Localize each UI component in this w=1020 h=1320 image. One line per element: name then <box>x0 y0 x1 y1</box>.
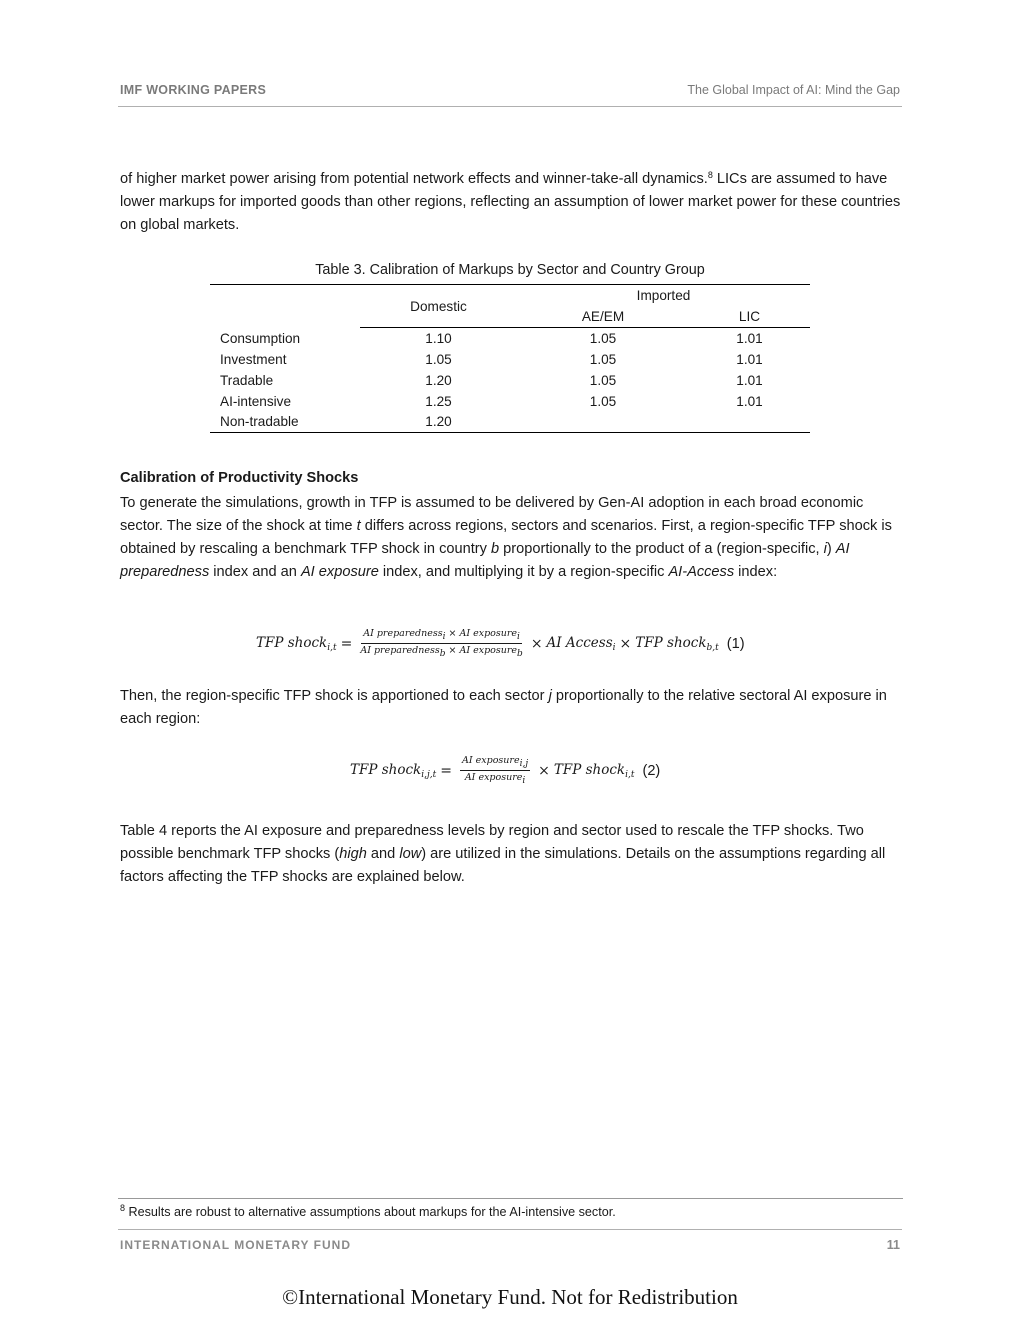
times-sign: × <box>530 635 543 652</box>
text-run: AI Access <box>546 634 613 651</box>
row-aeem: 1.05 <box>589 372 617 388</box>
text-run: i <box>517 632 520 642</box>
row-sector: Non-tradable <box>210 412 360 433</box>
footnote-divider <box>118 1198 903 1199</box>
row-domestic: 1.10 <box>425 330 452 346</box>
text-run: high <box>339 846 367 862</box>
eq1-rhs <box>635 635 719 653</box>
text-run: index and an <box>209 564 301 580</box>
method-paragraph <box>120 492 902 584</box>
markup-table <box>210 284 810 433</box>
text-run: index, and multiplying it by a region-specific <box>378 564 669 580</box>
equation-2 <box>350 755 660 786</box>
eq2-denominator <box>465 771 525 786</box>
eq1-fraction <box>360 628 522 659</box>
text-run: TFP shock <box>256 634 328 651</box>
eq2-fraction <box>460 755 530 786</box>
text-run: TFP shock <box>635 634 707 651</box>
eq2-numerator <box>460 755 530 771</box>
column-header-domestic: Domestic <box>360 285 517 328</box>
text-run: i <box>612 642 616 653</box>
text-run: i <box>823 541 827 557</box>
row-lic: 1.01 <box>736 330 763 346</box>
text-run: TFP shock <box>350 761 422 778</box>
row-aeem: 1.05 <box>589 393 617 409</box>
row-domestic: 1.20 <box>425 372 452 388</box>
section-heading: Calibration of Productivity Shocks <box>120 470 359 486</box>
row-lic: 1.01 <box>736 351 763 367</box>
running-header <box>118 83 902 107</box>
text-run: AI exposure <box>464 772 523 783</box>
header-paper-title: The Global Impact of AI: Mind the Gap <box>687 83 900 97</box>
row-lic <box>689 412 810 433</box>
text-run: b,t <box>706 642 719 653</box>
row-sector: Tradable <box>220 372 274 388</box>
footnote-text: Results are robust to alternative assumptions about markups for the AI-intensive sector. <box>125 1205 616 1219</box>
times-sign: × <box>538 762 550 779</box>
text-run: index: <box>734 564 778 580</box>
text-run: To generate the simulations, growth in TFP is assumed to be delivered by Gen-AI adoption in each broad economic sector. The size of the shock at time <box>120 495 864 534</box>
intro-paragraph <box>120 168 902 237</box>
text-run: ) are utilized in the simulations. Details on the assumptions regarding all factors affecting the TFP shocks are explained below. <box>120 846 886 885</box>
row-aeem: 1.05 <box>589 330 617 346</box>
equals-sign: = <box>340 635 353 652</box>
copyright-watermark: ©International Monetary Fund. Not for Redistribution <box>282 1285 738 1309</box>
text-run: × AI exposure <box>445 645 518 656</box>
row-aeem: 1.05 <box>589 351 617 367</box>
eq1-numerator <box>361 628 522 644</box>
eq2-rhs <box>554 762 635 780</box>
eq1-access <box>547 635 616 653</box>
text-run: b <box>517 649 523 659</box>
footnote-reference: 8 <box>707 170 713 180</box>
text-run: i,j,t <box>421 769 437 780</box>
equation-number: (2) <box>642 762 661 779</box>
table-caption: Table 3. Calibration of Markups by Sector and Country Group <box>315 262 705 278</box>
text-run: AI exposure <box>462 755 520 766</box>
footer-divider <box>118 1229 902 1230</box>
row-sector: Consumption <box>220 330 301 346</box>
footer-publisher: INTERNATIONAL MONETARY FUND <box>120 1238 351 1252</box>
row-lic: 1.01 <box>736 372 763 388</box>
column-header-lic: LIC <box>689 307 810 328</box>
text-run: Table 4 reports the AI exposure and preparedness levels by region and sector used to rescale the TFP shocks. Two possible benchmark TFP shocks ( <box>120 823 864 862</box>
column-header-imported: Imported <box>517 285 810 307</box>
intro-text-1: of higher market power arising from potential network effects and winner-take-all dynamics. <box>120 171 708 187</box>
equals-sign: = <box>440 762 452 779</box>
table4-paragraph <box>120 820 902 889</box>
sector-paragraph <box>120 685 902 731</box>
text-run: ) <box>826 541 836 557</box>
text-run: AI-Access <box>668 564 735 580</box>
row-sector: AI-intensive <box>220 393 292 409</box>
row-domestic: 1.25 <box>425 393 452 409</box>
table-row <box>210 370 810 391</box>
text-run: low <box>399 846 422 862</box>
intro-text-2: LICs are assumed to have lower markups for imported goods than other regions, reflecting an assumption of lower market power for these countries on global markets. <box>120 171 901 233</box>
table-row <box>210 412 810 433</box>
row-sector: Investment <box>220 351 287 367</box>
text-run: and <box>366 846 400 862</box>
footnote-number: 8 <box>120 1203 126 1213</box>
text-run: AI preparedness <box>120 541 850 580</box>
text-run: i <box>522 776 526 786</box>
table-row <box>210 328 810 349</box>
row-domestic: 1.05 <box>425 351 452 367</box>
page-number: 11 <box>886 1238 900 1252</box>
text-run: t <box>356 518 361 534</box>
eq2-lhs <box>350 762 436 780</box>
table-row <box>210 391 810 412</box>
text-run: proportionally to the relative sectoral AI exposure in each region: <box>120 688 887 727</box>
equation-number: (1) <box>726 635 745 652</box>
eq1-denominator <box>360 644 522 659</box>
text-run: Then, the region-specific TFP shock is apportioned to each sector <box>120 688 549 704</box>
text-run: b <box>491 541 500 557</box>
text-run: differs across regions, sectors and scenarios. First, a region-specific TFP shock is obtained by rescaling a benchmark TFP shock in country <box>120 518 892 557</box>
row-domestic: 1.20 <box>360 412 517 433</box>
times-sign: × <box>619 635 632 652</box>
row-lic: 1.01 <box>736 393 763 409</box>
text-run: b <box>439 649 446 659</box>
footnote <box>120 1205 616 1219</box>
table-row <box>210 349 810 370</box>
column-header-aeem: AE/EM <box>517 307 689 328</box>
text-run: i,j <box>519 759 529 769</box>
text-run: TFP shock <box>553 761 626 778</box>
text-run: i <box>442 632 446 642</box>
equation-1 <box>256 628 745 659</box>
text-run: AI exposure <box>300 564 379 580</box>
text-run: i,t <box>327 642 337 653</box>
text-run: AI preparedness <box>363 628 443 639</box>
text-run: i,t <box>625 769 635 780</box>
text-run: × AI exposure <box>445 628 518 639</box>
text-run: j <box>548 688 552 704</box>
table-corner-cell <box>210 285 360 328</box>
row-aeem <box>517 412 689 433</box>
text-run: proportionally to the product of a (region-specific, <box>499 541 824 557</box>
text-run: AI preparedness <box>360 645 440 656</box>
header-series-title: IMF WORKING PAPERS <box>120 83 267 97</box>
eq1-lhs <box>256 635 337 653</box>
